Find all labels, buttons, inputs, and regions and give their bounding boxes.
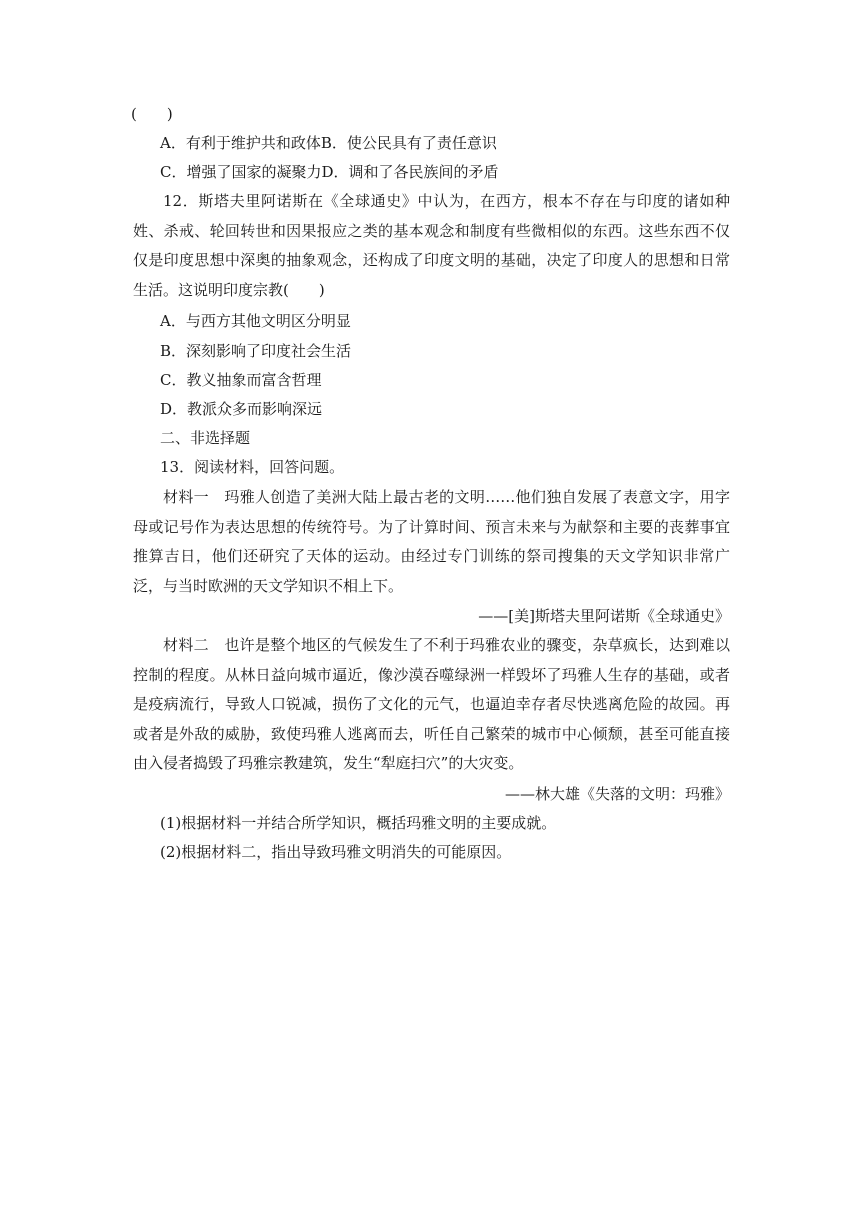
q12-option-c: C．教义抽象而富含哲理 — [160, 371, 322, 389]
q13-stem: 13．阅读材料，回答问题。 — [160, 458, 345, 476]
q11-answer-paren: ( ) — [131, 105, 173, 123]
q11-option-b: B．使公民具有了责任意识 — [320, 134, 497, 152]
q12-option-d: D．教派众多而影响深远 — [160, 400, 323, 418]
q13-material-1: 材料一 玛雅人创造了美洲大陆上最古老的文明……他们独自发展了表意文字，用字母或记号作为表达思想的传统符号。为了计算时间、预言未来与为献祭和主要的丧葬事宜推算吉日，他们还研究了天体的运动。由经过专门训练的祭司搜集的天文学知识非常广泛，与当时欧洲的天文学知识不相上下。 — [133, 488, 730, 595]
q11-option-d: D．调和了各民族间的矛盾 — [321, 163, 499, 181]
q13-source-2: ——林大雄《失落的文明：玛雅》 — [504, 785, 730, 803]
q12-stem: 12．斯塔夫里阿诺斯在《全球通史》中认为，在西方，根本不存在与印度的诸如种姓、杀戒、轮回转世和因果报应之类的基本观念和制度有些微相似的东西。这些东西不仅仅是印度思想中深奥的抽象观念，还构成了印度文明的基础，决定了印度人的思想和日常生活。这说明印度宗教( ) — [133, 192, 730, 299]
q11-option-a: A．有利于维护共和政体 — [160, 134, 321, 152]
q11-options-cd — [160, 162, 499, 182]
q11-option-c: C．增强了国家的凝聚力 — [160, 163, 322, 181]
q13-material-2: 材料二 也许是整个地区的气候发生了不利于玛雅农业的骤变，杂草疯长，达到难以控制的程度。从林日益向城市逼近，像沙漠吞噬绿洲一样毁坏了玛雅人生存的基础，或者是疫病流行，导致人口锐减，损伤了文化的元气，也逼迫幸存者尽快逃离危险的故园。再或者是外敌的威胁，致使玛雅人逃离而去，听任自己繁荣的城市中心倾颓，甚至可能直接由入侵者捣毁了玛雅宗教建筑，发生“犁庭扫穴”的大灾变。 — [133, 636, 730, 772]
q13-source-1: ——[美]斯塔夫里阿诺斯《全球通史》 — [478, 607, 730, 625]
q12-option-b: B．深刻影响了印度社会生活 — [160, 342, 352, 360]
q12-option-a: A．与西方其他文明区分明显 — [160, 312, 351, 330]
section-heading: 二、非选择题 — [160, 429, 251, 447]
q11-options-ab — [160, 133, 497, 153]
q13-subquestion-2: (2)根据材料二，指出导致玛雅文明消失的可能原因。 — [160, 843, 512, 861]
q13-subquestion-1: (1)根据材料一并结合所学知识，概括玛雅文明的主要成就。 — [160, 814, 557, 832]
